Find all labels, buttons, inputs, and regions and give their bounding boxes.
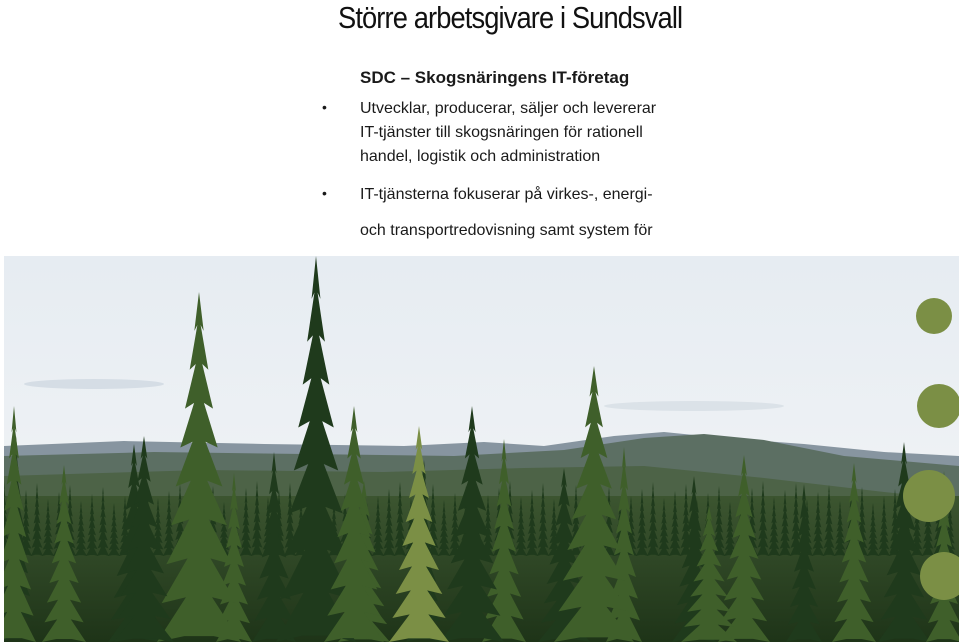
bullet-marker: • xyxy=(322,185,327,201)
birch-foliage xyxy=(903,470,955,522)
bullet-2-line-1: IT-tjänsterna fokuserar på virkes-, energi- xyxy=(360,186,653,203)
birch-foliage xyxy=(916,298,952,334)
slide-subtitle: SDC – Skogsnäringens IT-företag xyxy=(360,68,630,87)
forest-landscape-image xyxy=(4,256,959,642)
bullet-1-line-2: IT-tjänster till skogsnäringen för rationell xyxy=(360,124,643,141)
bullet-1-line-1: Utvecklar, producerar, säljer och levererar xyxy=(360,100,657,117)
forest-landscape-photo xyxy=(4,256,959,642)
slide-title: Större arbetsgivare i Sundsvall xyxy=(338,0,683,35)
birch-foliage xyxy=(917,384,959,428)
bullet-1-line-3: handel, logistik och administration xyxy=(360,148,601,165)
bullet-2-line-2: och transportredovisning samt system för xyxy=(360,222,653,239)
bullet-marker: • xyxy=(322,99,327,115)
